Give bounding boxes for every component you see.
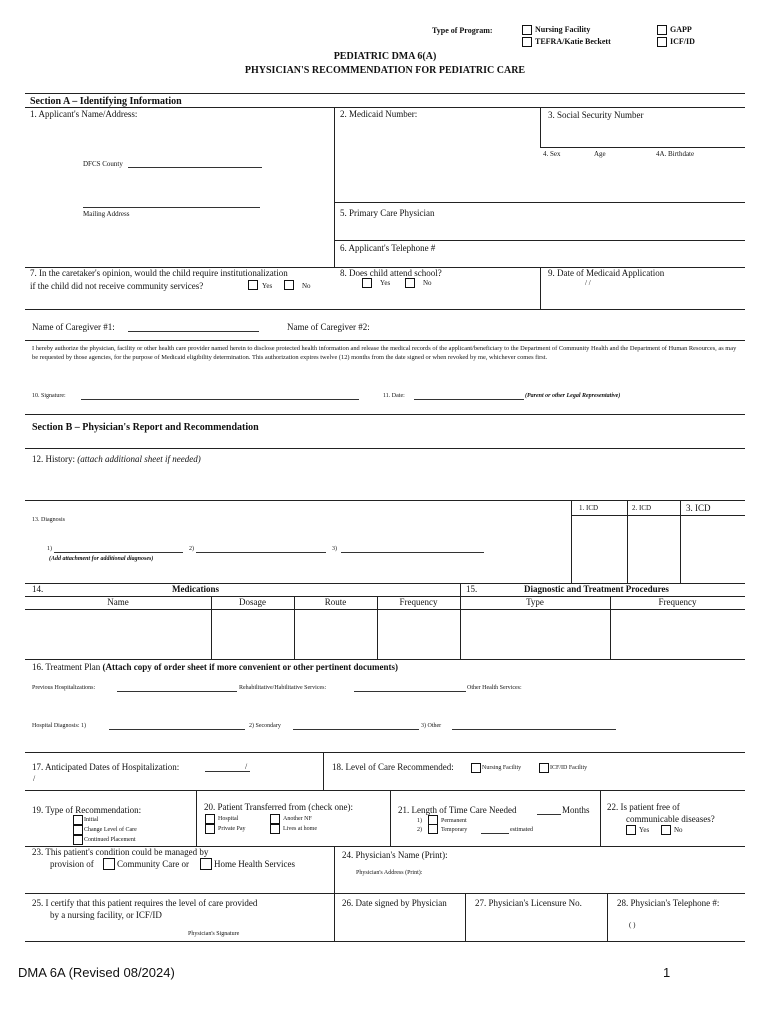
applicant-name-field[interactable] [28,121,330,157]
care-length-label: 21. Length of Time Care Needed [398,805,517,815]
school-yes-label: Yes [380,279,391,287]
sex-label: 4. Sex [543,150,561,158]
history-note: (attach additional sheet if needed) [77,454,201,464]
continued-placement-label: Continued Placement [84,837,136,843]
initial-checkbox[interactable] [73,815,83,825]
communicable-yes-label: Yes [639,826,650,834]
gapp-checkbox[interactable] [657,25,667,35]
institutionalization-yes-label: Yes [262,282,273,290]
diagnosis-label: 13. Diagnosis [32,517,65,523]
rehab-services-field[interactable] [354,691,466,692]
treatment-plan-note: (Attach copy of order sheet if more convenient or other pertinent documents) [102,662,399,672]
hospital-diagnosis-label: Hospital Diagnosis: 1) [32,723,86,729]
change-level-label: Change Level of Care [84,827,137,833]
hospital-diagnosis-1-field[interactable] [109,729,245,730]
section-a-title: Section A – Identifying Information [30,96,182,107]
other-diagnosis-field[interactable] [452,729,616,730]
icd-2-label: 2. ICD [632,504,652,512]
ssn-field[interactable] [542,123,742,145]
medications-title: Medications [172,584,219,594]
other-health-services-label: Other Health Services: [467,685,522,691]
procedures-title: Diagnostic and Treatment Procedures [524,584,669,594]
school-yes-checkbox[interactable] [362,278,372,288]
applicant-name-label: 1. Applicant's Name/Address: [30,109,138,119]
caregiver-2-label: Name of Caregiver #2: [287,322,370,332]
history-field[interactable] [28,466,742,498]
care-option-2-num: 2) [417,827,422,833]
communicable-no-label: No [674,826,683,834]
page-number: 1 [663,965,671,980]
diagnosis-attachment-note: (Add attachment for additional diagnoses) [49,556,154,562]
icf-id-checkbox[interactable] [657,37,667,47]
procedures-number: 15. [466,584,478,594]
caregiver-1-label: Name of Caregiver #1: [32,322,115,332]
caregiver-1-field[interactable] [128,331,259,332]
proc-col-frequency: Frequency [658,597,697,607]
previous-hospitalizations-label: Previous Hospitalizations: [32,685,96,691]
med-col-frequency: Frequency [399,597,438,607]
temporary-label: Temporary [441,827,468,833]
physician-telephone-label: 28. Physician's Telephone #: [617,898,720,908]
private-pay-label: Private Pay [218,826,246,832]
history-label-text: 12. History: [32,454,76,464]
birthdate-label: 4A. Birthdate [656,150,695,158]
proc-col-type: Type [526,597,544,607]
physician-date-signed-label: 26. Date signed by Physician [342,898,447,908]
diagnosis-2-label: 2) [189,546,194,552]
dfcs-county-field[interactable] [128,167,262,168]
nursing-facility-care-checkbox[interactable] [471,763,481,773]
nursing-facility-care-label: Nursing Facility [482,765,522,771]
primary-care-physician-label: 5. Primary Care Physician [340,208,435,218]
hospitalization-dates-slash-2: / [33,774,36,783]
recommendation-type-label: 19. Type of Recommendation: [32,805,142,815]
initial-label: Initial [84,817,99,823]
communicable-yes-checkbox[interactable] [626,825,636,835]
hospitalization-dates-field[interactable] [205,771,250,772]
level-of-care-label: 18. Level of Care Recommended: [332,762,454,772]
nursing-facility-checkbox[interactable] [522,25,532,35]
med-col-dosage: Dosage [239,597,266,607]
tefra-checkbox[interactable] [522,37,532,47]
medications-number: 14. [32,584,44,594]
rehab-services-label: Rehabilitative/Habilitative Services: [239,685,327,691]
diagnosis-2-field[interactable] [196,552,326,553]
dfcs-county-label: DFCS County [83,160,123,168]
institutionalization-yes-checkbox[interactable] [248,280,258,290]
school-no-checkbox[interactable] [405,278,415,288]
permanent-label: Permanent [441,818,467,824]
physician-name-label: 24. Physician's Name (Print): [342,850,448,860]
mailing-address-label: Mailing Address [83,210,130,218]
certification-text-cont: by a nursing facility, or ICF/ID [50,910,162,920]
institutionalization-no-checkbox[interactable] [284,280,294,290]
icf-id-label: ICF/ID [670,37,695,46]
communicable-no-checkbox[interactable] [661,825,671,835]
previous-hospitalizations-field[interactable] [117,691,237,692]
history-label [32,455,201,464]
secondary-field[interactable] [293,729,419,730]
continued-placement-checkbox[interactable] [73,835,83,845]
date-label: 11. Date: [383,393,405,399]
applicant-telephone-label: 6. Applicant's Telephone # [340,243,436,253]
authorization-text: I hereby authorize the physician, facility or other health care provider named herein to disclose protected health information and release the medical records of the applicant/beneficiary to the Department of Community Health and the Department of Human Resources, as may be requested by those agencies, for the purpose of Medicaid eligibility determination. This authorization expires twelve (12) months from the date signed or when revoked by me, whichever comes first. [32,345,737,361]
med-col-name: Name [107,597,129,607]
communicable-disease-label: 22. Is patient free of [607,802,680,812]
change-level-checkbox[interactable] [73,825,83,835]
institutionalization-no-label: No [302,282,311,290]
age-label: Age [594,150,606,158]
care-option-1-num: 1) [417,818,422,824]
diagnosis-1-field[interactable] [54,552,183,553]
medicaid-number-field[interactable] [336,122,538,200]
treatment-plan-label [32,663,398,672]
form-identifier: DMA 6A (Revised 08/2024) [18,965,175,980]
secondary-label: 2) Secondary [249,723,281,729]
hospital-label: Hospital [218,816,239,822]
diagnosis-3-field[interactable] [341,552,484,553]
other-diagnosis-label: 3) Other [421,723,442,729]
parent-representative-note: (Parent or other Legal Representative) [525,393,621,399]
physician-address-label: Physician's Address (Print): [356,870,423,876]
nursing-facility-label: Nursing Facility [535,25,591,34]
another-nf-label: Another NF [283,816,312,822]
hospitalization-dates-label: 17. Anticipated Dates of Hospitalization: [32,762,180,772]
physician-license-label: 27. Physician's Licensure No. [475,898,582,908]
community-care-label: Community Care or [117,859,189,869]
institutionalization-question-cont: if the child did not receive community services? [30,281,204,291]
form-title: PEDIATRIC DMA 6(A) [333,51,437,62]
med-col-route: Route [324,597,347,607]
signature-label: 10. Signature: [32,393,66,399]
community-care-checkbox[interactable] [103,858,115,870]
program-type-label: Type of Program: [432,26,493,35]
estimated-label: estimated [510,827,533,833]
diagnosis-3-label: 3) [332,546,337,552]
communicable-disease-label-cont: communicable diseases? [626,814,715,824]
date-field[interactable] [414,399,524,400]
icf-id-facility-label: ICF/ID Facility [550,765,588,771]
home-health-label: Home Health Services [214,859,295,869]
managed-care-prefix: provision of [50,859,94,869]
lives-at-home-label: Lives at home [283,826,317,832]
diagnosis-1-label: 1) [47,546,52,552]
medicaid-application-date-field[interactable]: / / [585,279,591,287]
icd-1-label: 1. ICD [579,504,599,512]
treatment-plan-label-text: 16. Treatment Plan [32,662,101,672]
signature-field[interactable] [81,399,359,400]
care-length-months-label: Months [562,805,590,815]
home-health-checkbox[interactable] [200,858,212,870]
physician-telephone-parens: ( ) [629,921,636,929]
temporary-checkbox[interactable] [428,824,438,834]
certification-text: 25. I certify that this patient requires the level of care provided [32,898,258,908]
institutionalization-question: 7. In the caretaker's opinion, would the child require institutionalization [30,268,288,278]
tefra-label: TEFRA/Katie Beckett [535,37,611,46]
transferred-from-label: 20. Patient Transferred from (check one): [204,802,353,812]
care-length-months-field[interactable] [537,814,561,815]
section-b-title: Section B – Physician's Report and Recommendation [32,422,259,433]
another-nf-checkbox[interactable] [270,814,280,824]
gapp-label: GAPP [670,25,692,34]
ssn-label: 3. Social Security Number [548,110,644,120]
hospital-checkbox[interactable] [205,814,215,824]
icf-id-facility-checkbox[interactable] [539,763,549,773]
school-no-label: No [423,279,432,287]
managed-care-label: 23. This patient's condition could be managed by [32,847,209,857]
temporary-duration-field[interactable] [481,833,509,834]
form-subtitle: PHYSICIAN'S RECOMMENDATION FOR PEDIATRIC CARE [244,65,526,76]
school-question: 8. Does child attend school? [340,268,442,278]
mailing-address-field[interactable] [83,207,260,208]
icd-3-label: 3. ICD [686,503,711,513]
physician-signature-label: Physician's Signature [188,931,240,937]
hospitalization-dates-slash-1: / [245,762,248,771]
medicaid-application-date-label: 9. Date of Medicaid Application [548,268,665,278]
private-pay-checkbox[interactable] [205,824,215,834]
medicaid-number-label: 2. Medicaid Number: [340,109,418,119]
lives-at-home-checkbox[interactable] [270,824,280,834]
